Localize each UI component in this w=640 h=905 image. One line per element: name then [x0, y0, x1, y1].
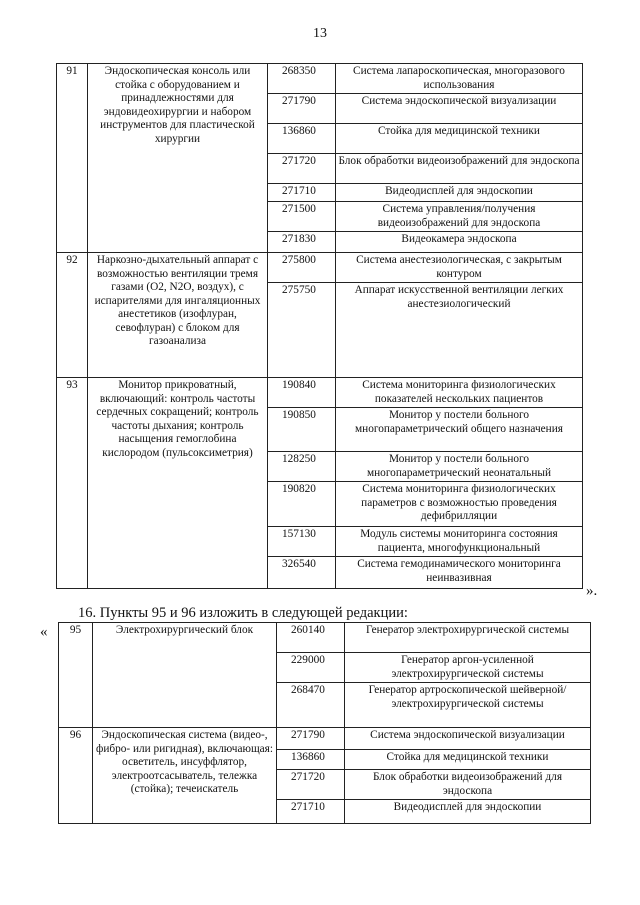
item-description: Система гемодинамического мониторинга неинвазивная	[336, 557, 583, 589]
item-code: 271790	[268, 94, 336, 124]
item-code: 271830	[268, 232, 336, 253]
item-description: Система мониторинга физиологических параметров с возможностью проведения дефибрилляции	[336, 482, 583, 527]
equipment-name: Эндоскопическая консоль или стойка с оборудованием и принадлежностями для эндовидеохирургии и набором инструментов для пластической хирургии	[88, 64, 268, 253]
item-description: Генератор электрохирургической системы	[345, 623, 591, 653]
section-heading: 16. Пункты 95 и 96 изложить в следующей редакции:	[78, 605, 408, 621]
item-code: 268470	[277, 683, 345, 728]
item-description: Стойка для медицинской техники	[345, 750, 591, 770]
item-code: 275800	[268, 253, 336, 283]
item-code: 157130	[268, 527, 336, 557]
table-row	[59, 728, 591, 750]
row-number: 96	[59, 728, 93, 824]
item-code: 271720	[268, 154, 336, 184]
item-description: Система анестезиологическая, с закрытым контуром	[336, 253, 583, 283]
item-code: 190850	[268, 408, 336, 452]
table-row	[57, 253, 583, 283]
item-code: 190840	[268, 378, 336, 408]
item-code: 136860	[277, 750, 345, 770]
item-description: Система лапароскопическая, многоразового использования	[336, 64, 583, 94]
item-description: Видеокамера эндоскопа	[336, 232, 583, 253]
item-code: 260140	[277, 623, 345, 653]
equipment-table-1	[56, 63, 583, 589]
opening-quote: «	[40, 624, 48, 640]
item-description: Видеодисплей для эндоскопии	[336, 184, 583, 202]
item-description: Аппарат искусственной вентиляции легких анестезиологический	[336, 283, 583, 378]
item-description: Блок обработки видеоизображений для эндоскопа	[345, 770, 591, 800]
item-description: Видеодисплей для эндоскопии	[345, 800, 591, 824]
item-description: Монитор у постели больного многопараметрический общего назначения	[336, 408, 583, 452]
item-description: Система управления/получения видеоизображений для эндоскопа	[336, 202, 583, 232]
item-description: Генератор аргон-усиленной электрохирургической системы	[345, 653, 591, 683]
item-code: 268350	[268, 64, 336, 94]
equipment-table-2	[58, 622, 591, 824]
item-code: 326540	[268, 557, 336, 589]
item-code: 229000	[277, 653, 345, 683]
row-number: 95	[59, 623, 93, 728]
item-code: 128250	[268, 452, 336, 482]
equipment-name: Наркозно-дыхательный аппарат с возможностью вентиляции тремя газами (O2, N2O, воздух), с испарителями для ингаляционных анестетиков (изофлуран, севофлуран) с блоком для газоанализа	[88, 253, 268, 378]
item-description: Система эндоскопической визуализации	[336, 94, 583, 124]
table-row	[57, 64, 583, 94]
item-code: 190820	[268, 482, 336, 527]
item-code: 271720	[277, 770, 345, 800]
item-description: Генератор артроскопической шейверной/электрохирургической системы	[345, 683, 591, 728]
item-description: Стойка для медицинской техники	[336, 124, 583, 154]
item-description: Блок обработки видеоизображений для эндоскопа	[336, 154, 583, 184]
item-code: 271790	[277, 728, 345, 750]
row-number: 91	[57, 64, 88, 253]
equipment-name: Эндоскопическая система (видео-, фибро- или ригидная), включающая: осветитель, инсуффлятор, электроотсасыватель, тележка (стойка); течеискатель	[93, 728, 277, 824]
item-code: 271710	[268, 184, 336, 202]
item-description: Монитор у постели больного многопараметрический неонатальный	[336, 452, 583, 482]
item-description: Система мониторинга физиологических показателей нескольких пациентов	[336, 378, 583, 408]
item-code: 271710	[277, 800, 345, 824]
item-code: 136860	[268, 124, 336, 154]
table-row	[59, 623, 591, 653]
item-description: Модуль системы мониторинга состояния пациента, многофункциональный	[336, 527, 583, 557]
closing-quote: ».	[586, 583, 598, 599]
row-number: 93	[57, 378, 88, 589]
equipment-name: Электрохирургический блок	[93, 623, 277, 728]
item-code: 275750	[268, 283, 336, 378]
page-number: 13	[313, 26, 327, 41]
item-code: 271500	[268, 202, 336, 232]
item-description: Система эндоскопической визуализации	[345, 728, 591, 750]
equipment-name: Монитор прикроватный, включающий: контроль частоты сердечных сокращений; контроль частоты дыхания; контроль насыщения гемоглобина кислородом (пульсоксиметрия)	[88, 378, 268, 589]
table-row	[57, 378, 583, 408]
row-number: 92	[57, 253, 88, 378]
